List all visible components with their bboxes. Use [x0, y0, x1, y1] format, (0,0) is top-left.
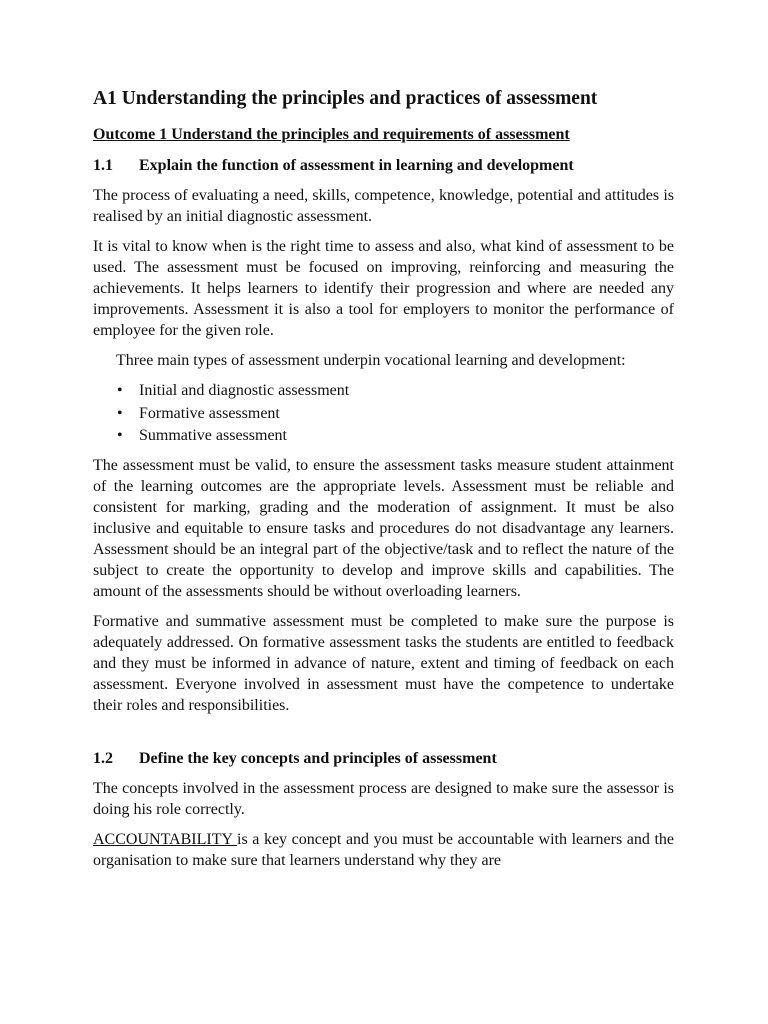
accountability-term: ACCOUNTABILITY [93, 830, 238, 848]
document-title: A1 Understanding the principles and practices of assessment [93, 88, 598, 109]
paragraph-initial-assessment: The process of evaluating a need, skills, competence, knowledge, potential and attitudes is realised by an initial diagnostic assessment. [93, 187, 674, 225]
section-1-2-heading [93, 748, 674, 770]
bullet-icon: • [117, 404, 123, 422]
document-page [93, 86, 674, 880]
section-1-2-title: Define the key concepts and principles of assessment [139, 749, 497, 767]
paragraph-concepts: The concepts involved in the assessment process are designed to make sure the assessor is doing his role correctly. [93, 779, 674, 818]
paragraph-timing-of-assessment: It is vital to know when is the right time to assess and also, what kind of assessment to be used. The assessment must be focused on improving, reinforcing and measuring the achievements. It helps learners to identify their progression and where are needed any improvements. Assessment it is also a tool for employers to monitor the performance of employee for the given role. [93, 238, 674, 339]
bullet-icon: • [117, 427, 123, 444]
section-1-1-heading [93, 155, 674, 177]
section-1-2-number: 1.2 [93, 749, 113, 767]
assessment-types-list [115, 380, 674, 448]
list-item [115, 425, 674, 448]
section-1-1-number: 1.1 [93, 157, 113, 174]
paragraph-types-intro: Three main types of assessment underpin vocational learning and development: [116, 352, 626, 369]
outcome-heading: Outcome 1 Understand the principles and requirements of assessment [93, 126, 570, 143]
paragraph-accountability [93, 829, 674, 871]
list-item-text: Summative assessment [139, 427, 287, 444]
paragraph-formative-summative: Formative and summative assessment must be completed to make sure the purpose is adequately addressed. On formative assessment tasks the students are entitled to feedback and they must be informed in advance of nature, extent and timing of feedback on each assessment. Everyone involved in assessment must have the competence to undertake their roles and responsibilities. [93, 612, 674, 714]
list-item-text: Formative assessment [139, 404, 280, 422]
accountability-text: is a key concept and you must be accountable with learners and the organisation to make sure that learners understand why they are [93, 830, 674, 869]
list-item [115, 403, 674, 426]
bullet-icon: • [117, 382, 123, 399]
paragraph-validity: The assessment must be valid, to ensure the assessment tasks measure student attainment of the learning outcomes are the appropriate levels. Assessment must be reliable and consistent for marking, grading and the moderation of assignment. It must be also inclusive and equitable to ensure tasks and procedures do not disadvantage any learners. Assessment should be an integral part of the objective/task and to reflect the nature of the subject to create the opportunity to develop and improve skills and capabilities. The amount of the assessments should be without overloading learners. [93, 456, 674, 600]
section-spacer [93, 725, 674, 748]
list-item-text: Initial and diagnostic assessment [139, 382, 350, 399]
list-item [115, 380, 674, 403]
section-1-1-title: Explain the function of assessment in learning and development [139, 157, 574, 174]
